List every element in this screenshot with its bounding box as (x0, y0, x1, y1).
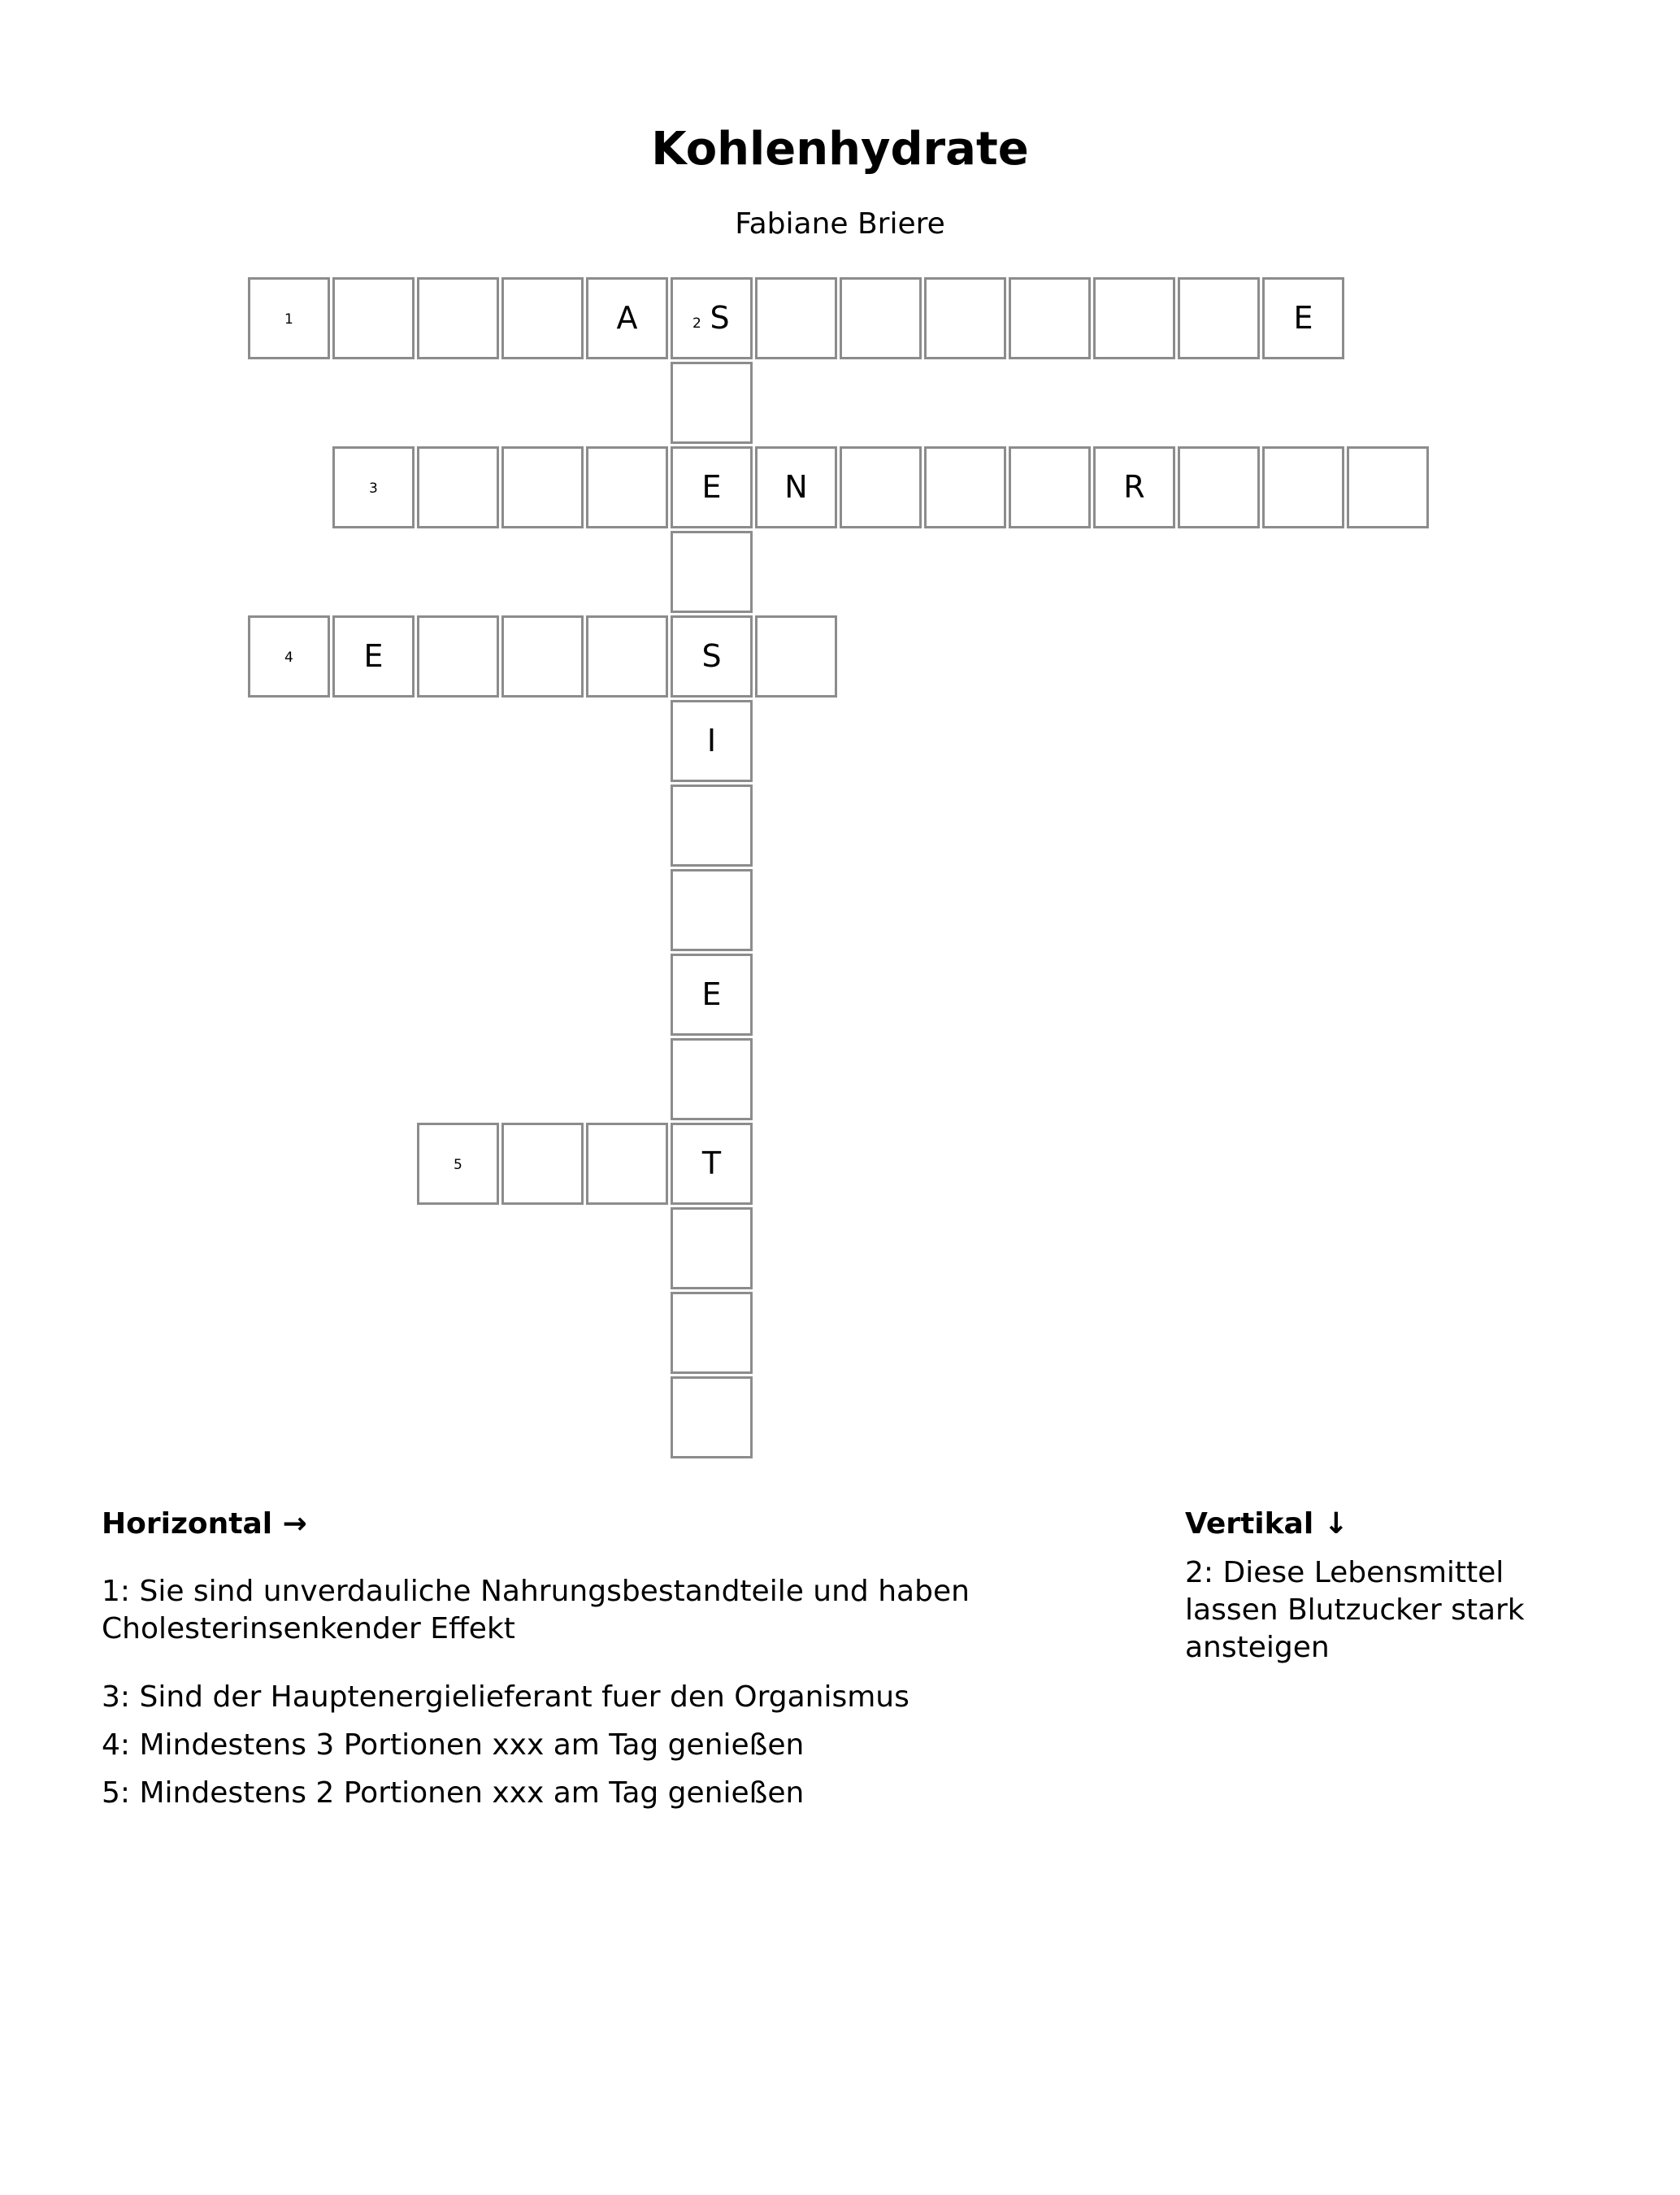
clue-number: 1 (284, 311, 293, 328)
crossword-cell[interactable] (501, 277, 584, 359)
crossword-cell[interactable] (417, 277, 499, 359)
clue-horizontal-1: 1: Sie sind unverdauliche Nahrungsbestandteile und haben Cholesterinsenkender Effekt (102, 1575, 970, 1645)
crossword-cell[interactable] (1093, 277, 1175, 359)
crossword-cell[interactable] (755, 277, 837, 359)
clue-number: 3 (369, 480, 378, 497)
clue-number: 4 (284, 650, 293, 666)
clue-number: 5 (454, 1157, 462, 1173)
crossword-cell[interactable] (924, 446, 1006, 528)
crossword-cell[interactable] (501, 1123, 584, 1205)
crossword-cell[interactable] (1178, 277, 1260, 359)
crossword-cell[interactable] (671, 954, 753, 1036)
cell-letter: E (363, 638, 384, 674)
crossword-cell[interactable] (1262, 446, 1344, 528)
cell-letter: R (1123, 469, 1145, 505)
crossword-cell[interactable] (586, 1123, 668, 1205)
crossword-cell[interactable] (840, 277, 922, 359)
crossword-cell[interactable] (671, 362, 753, 444)
crossword-cell[interactable] (671, 1123, 753, 1205)
crossword-cell[interactable] (1262, 277, 1344, 359)
crossword-cell[interactable] (1178, 446, 1260, 528)
crossword-cell[interactable] (924, 277, 1006, 359)
crossword-cell[interactable] (332, 446, 415, 528)
crossword-cell[interactable] (248, 615, 330, 698)
cell-letter: A (616, 300, 638, 336)
author-name: Fabiane Briere (735, 207, 945, 241)
crossword-cell[interactable] (671, 700, 753, 782)
cell-letter: I (706, 723, 717, 758)
crossword-cell[interactable] (671, 785, 753, 867)
crossword-cell[interactable] (671, 615, 753, 698)
crossword-cell[interactable] (671, 1207, 753, 1289)
crossword-cell[interactable] (840, 446, 922, 528)
crossword-cell[interactable] (417, 615, 499, 698)
crossword-cell[interactable] (417, 1123, 499, 1205)
crossword-cell[interactable] (332, 615, 415, 698)
crossword-cell[interactable] (248, 277, 330, 359)
crossword-cell[interactable] (671, 869, 753, 951)
cell-letter: E (1293, 300, 1313, 336)
crossword-cell[interactable] (501, 446, 584, 528)
clue-horizontal-5: 5: Mindestens 2 Portionen xxx am Tag genießen (102, 1776, 805, 1810)
horizontal-clues-heading: Horizontal → (102, 1507, 307, 1541)
cell-letter: E (701, 469, 722, 505)
cell-letter: N (784, 469, 808, 505)
cell-letter: S (701, 638, 722, 674)
crossword-cell[interactable] (671, 531, 753, 613)
crossword-cell[interactable] (586, 446, 668, 528)
clue-number: 2 (692, 315, 701, 332)
crossword-cell[interactable] (671, 446, 753, 528)
crossword-cell[interactable] (671, 1038, 753, 1120)
crossword-cell[interactable] (586, 615, 668, 698)
clue-vertical-2: 2: Diese Lebensmittel lassen Blutzucker stark ansteigen (1185, 1556, 1525, 1664)
crossword-cell[interactable] (1009, 446, 1091, 528)
crossword-cell[interactable] (755, 615, 837, 698)
cell-letter: E (701, 976, 722, 1012)
vertical-clues-heading: Vertikal ↓ (1185, 1507, 1348, 1541)
crossword-cell[interactable] (755, 446, 837, 528)
crossword-cell[interactable] (671, 277, 753, 359)
crossword-cell[interactable] (671, 1376, 753, 1458)
crossword-cell[interactable] (501, 615, 584, 698)
clue-horizontal-3: 3: Sind der Hauptenergielieferant fuer den Organismus (102, 1680, 909, 1714)
crossword-cell[interactable] (586, 277, 668, 359)
page-title: Kohlenhydrate (651, 123, 1029, 176)
cell-letter: S (710, 300, 730, 336)
crossword-cell[interactable] (671, 1292, 753, 1374)
crossword-cell[interactable] (1093, 446, 1175, 528)
crossword-cell[interactable] (332, 277, 415, 359)
clue-horizontal-4: 4: Mindestens 3 Portionen xxx am Tag genießen (102, 1728, 805, 1762)
crossword-cell[interactable] (1009, 277, 1091, 359)
crossword-cell[interactable] (417, 446, 499, 528)
cell-letter: T (701, 1145, 722, 1181)
crossword-cell[interactable] (1347, 446, 1429, 528)
